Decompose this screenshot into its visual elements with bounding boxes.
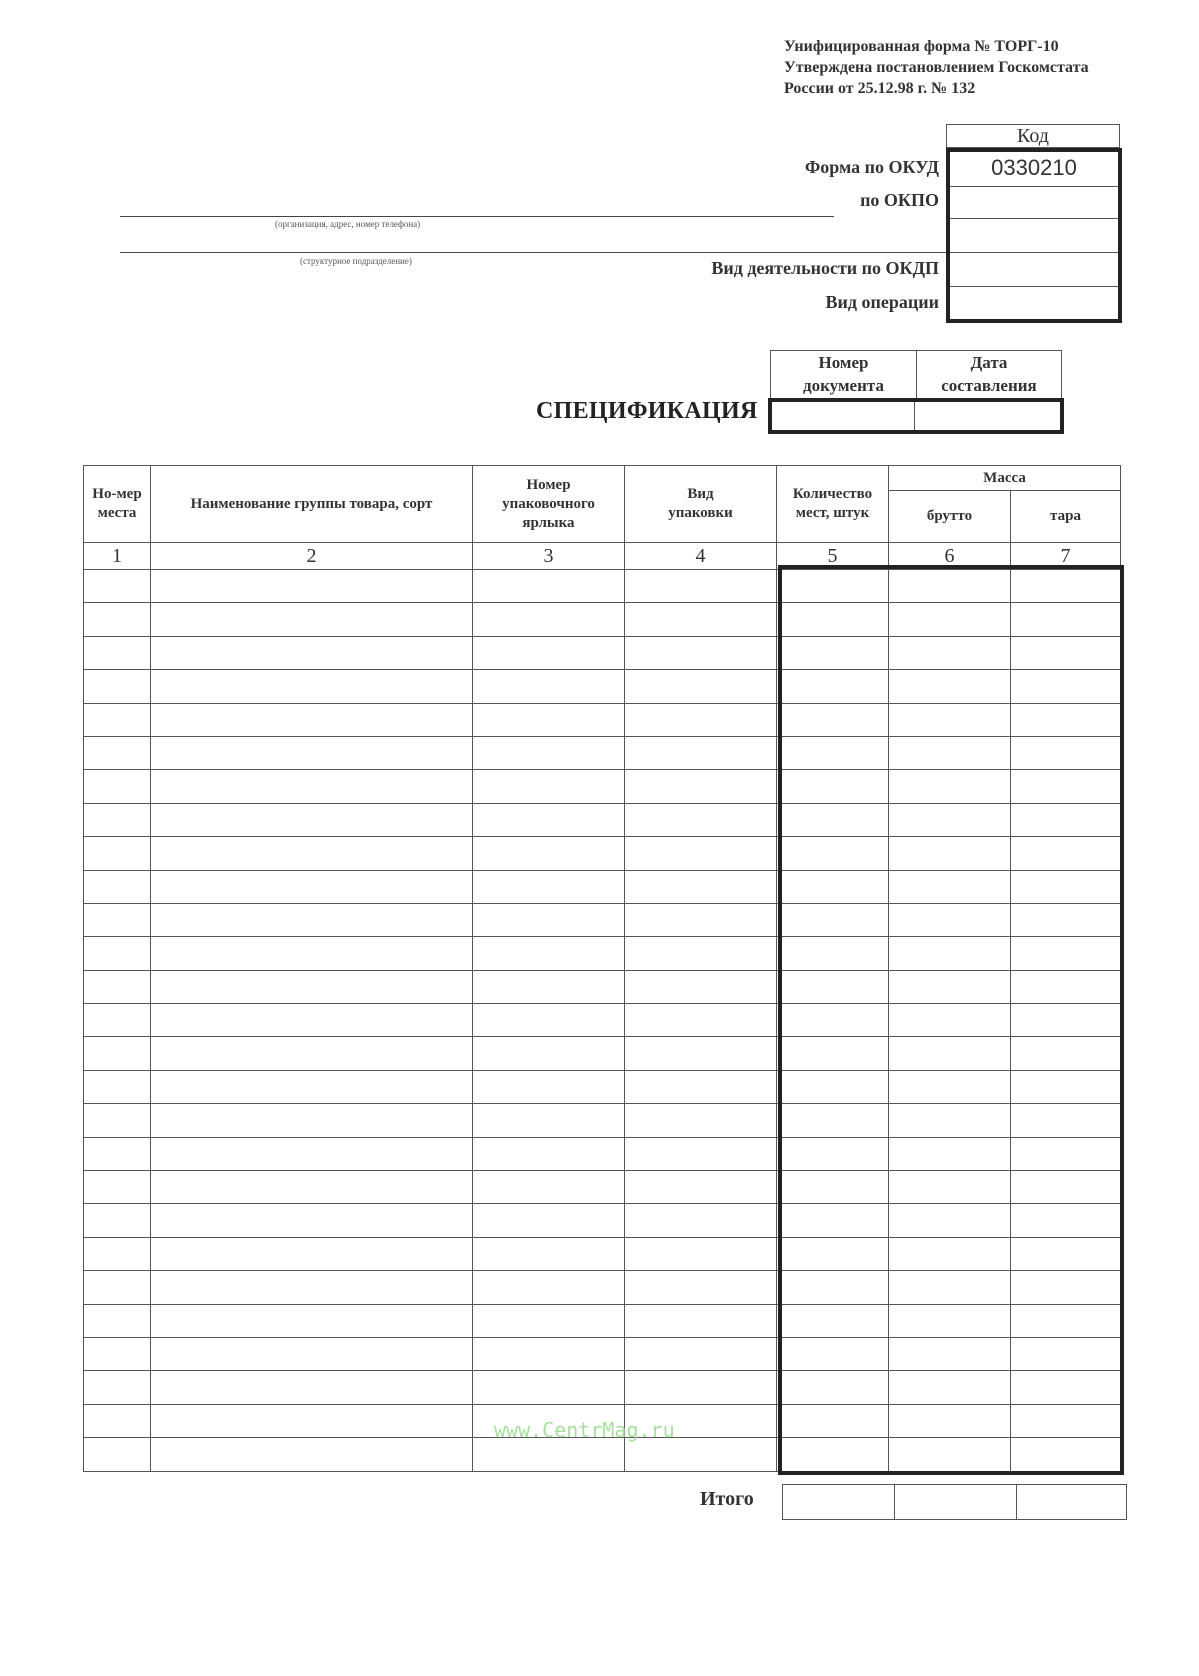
table-cell[interactable] <box>473 570 625 603</box>
table-cell[interactable] <box>151 1337 473 1370</box>
goods-group-header: Наименование группы товара, сорт <box>151 466 473 543</box>
table-row <box>84 1037 1121 1070</box>
table-cell[interactable] <box>1011 736 1121 769</box>
codes-divider-3 <box>950 252 1118 253</box>
table-cell[interactable] <box>1011 703 1121 736</box>
table-cell[interactable] <box>777 1037 889 1070</box>
table-cell[interactable] <box>777 1404 889 1437</box>
table-cell[interactable] <box>84 770 151 803</box>
total-label: Итого <box>700 1488 754 1510</box>
table-cell[interactable] <box>625 670 777 703</box>
table-cell[interactable] <box>777 1171 889 1204</box>
table-cell[interactable] <box>473 770 625 803</box>
column-number: 6 <box>889 543 1011 570</box>
table-cell[interactable] <box>777 770 889 803</box>
table-cell[interactable] <box>1011 870 1121 903</box>
table-cell[interactable] <box>473 870 625 903</box>
specification-table <box>83 465 1121 1472</box>
table-cell[interactable] <box>889 870 1011 903</box>
table-cell[interactable] <box>473 1438 625 1471</box>
table-cell[interactable] <box>777 870 889 903</box>
table-cell[interactable] <box>889 670 1011 703</box>
table-row <box>84 1104 1121 1137</box>
table-cell[interactable] <box>151 736 473 769</box>
department-line[interactable] <box>120 252 946 253</box>
codes-divider-4 <box>950 286 1118 287</box>
table-cell[interactable] <box>84 937 151 970</box>
table-cell[interactable] <box>777 570 889 603</box>
table-cell[interactable] <box>473 1171 625 1204</box>
table-cell[interactable] <box>889 736 1011 769</box>
table-row <box>84 1371 1121 1404</box>
table-cell[interactable] <box>777 803 889 836</box>
table-cell[interactable] <box>625 970 777 1003</box>
doc-date-header: Дата составления <box>941 353 1037 395</box>
table-cell[interactable] <box>151 870 473 903</box>
table-cell[interactable] <box>1011 1104 1121 1137</box>
table-row <box>84 1137 1121 1170</box>
table-cell[interactable] <box>1011 1271 1121 1304</box>
table-row <box>84 636 1121 669</box>
places-count-header: Количество мест, штук <box>777 466 889 543</box>
table-row <box>84 1171 1121 1204</box>
table-row <box>84 1204 1121 1237</box>
table-cell[interactable] <box>777 1204 889 1237</box>
table-cell[interactable] <box>151 970 473 1003</box>
table-row <box>84 970 1121 1003</box>
table-cell[interactable] <box>625 1271 777 1304</box>
table-cell[interactable] <box>473 1237 625 1270</box>
table-row <box>84 1337 1121 1370</box>
column-number: 7 <box>1011 543 1121 570</box>
codes-divider-1 <box>950 186 1118 187</box>
table-cell[interactable] <box>889 1404 1011 1437</box>
table-cell[interactable] <box>777 1104 889 1137</box>
table-cell[interactable] <box>625 1204 777 1237</box>
table-cell[interactable] <box>777 1271 889 1304</box>
table-cell[interactable] <box>1011 1137 1121 1170</box>
organization-caption: (организация, адрес, номер телефона) <box>275 219 421 229</box>
table-cell[interactable] <box>777 670 889 703</box>
table-cell[interactable] <box>473 1004 625 1037</box>
table-cell[interactable] <box>889 970 1011 1003</box>
place-number-header: Но-мер места <box>84 466 151 543</box>
table-cell[interactable] <box>473 636 625 669</box>
table-cell[interactable] <box>1011 670 1121 703</box>
table-cell[interactable] <box>473 670 625 703</box>
table-cell[interactable] <box>625 736 777 769</box>
table-cell[interactable] <box>151 1304 473 1337</box>
table-cell[interactable] <box>151 1037 473 1070</box>
operation-label: Вид операции <box>825 292 939 312</box>
table-cell[interactable] <box>84 1171 151 1204</box>
column-number: 3 <box>473 543 625 570</box>
table-row <box>84 770 1121 803</box>
table-cell[interactable] <box>889 1070 1011 1103</box>
table-cell[interactable] <box>1011 1404 1121 1437</box>
table-cell[interactable] <box>1011 1237 1121 1270</box>
table-cell[interactable] <box>889 570 1011 603</box>
table-cell[interactable] <box>473 736 625 769</box>
table-cell[interactable] <box>473 1204 625 1237</box>
table-cell[interactable] <box>889 1271 1011 1304</box>
table-row <box>84 837 1121 870</box>
code-header-cell <box>946 124 1120 148</box>
table-cell[interactable] <box>777 736 889 769</box>
table-cell[interactable] <box>473 937 625 970</box>
table-cell[interactable] <box>625 1438 777 1471</box>
table-cell[interactable] <box>777 1371 889 1404</box>
table-row <box>84 736 1121 769</box>
table-cell[interactable] <box>151 1204 473 1237</box>
table-cell[interactable] <box>777 1438 889 1471</box>
table-cell[interactable] <box>84 1271 151 1304</box>
doc-number-header: Номер документа <box>803 353 884 395</box>
table-cell[interactable] <box>151 1438 473 1471</box>
table-cell[interactable] <box>151 1237 473 1270</box>
table-cell[interactable] <box>889 1237 1011 1270</box>
table-cell[interactable] <box>625 1037 777 1070</box>
table-cell[interactable] <box>473 1371 625 1404</box>
table-cell[interactable] <box>473 703 625 736</box>
table-cell[interactable] <box>84 1137 151 1170</box>
table-cell[interactable] <box>625 837 777 870</box>
table-cell[interactable] <box>473 1137 625 1170</box>
table-cell[interactable] <box>151 703 473 736</box>
table-row <box>84 937 1121 970</box>
table-cell[interactable] <box>777 970 889 1003</box>
table-cell[interactable] <box>1011 1004 1121 1037</box>
table-cell[interactable] <box>777 1237 889 1270</box>
table-cell[interactable] <box>473 903 625 936</box>
table-cell[interactable] <box>889 1104 1011 1137</box>
table-cell[interactable] <box>889 1137 1011 1170</box>
table-cell[interactable] <box>1011 1371 1121 1404</box>
codes-divider-2 <box>950 218 1118 219</box>
total-tare-cell[interactable] <box>1017 1485 1127 1520</box>
table-cell[interactable] <box>84 1304 151 1337</box>
table-cell[interactable] <box>1011 1037 1121 1070</box>
okud-value: 0330210 <box>991 155 1077 180</box>
table-cell[interactable] <box>1011 603 1121 636</box>
table-cell[interactable] <box>777 903 889 936</box>
doc-number-input[interactable] <box>772 402 914 430</box>
code-header: Код <box>1017 125 1049 147</box>
table-cell[interactable] <box>889 1304 1011 1337</box>
table-row <box>84 903 1121 936</box>
table-cell[interactable] <box>625 870 777 903</box>
table-cell[interactable] <box>625 1004 777 1037</box>
table-cell[interactable] <box>777 1137 889 1170</box>
table-cell[interactable] <box>84 1371 151 1404</box>
doc-date-header-cell <box>916 350 1062 400</box>
table-row <box>84 1304 1121 1337</box>
organization-line[interactable] <box>120 216 834 217</box>
okpo-label: по ОКПО <box>860 190 939 210</box>
table-cell[interactable] <box>625 1237 777 1270</box>
column-number: 4 <box>625 543 777 570</box>
column-number-row <box>84 543 1121 570</box>
table-cell[interactable] <box>84 1070 151 1103</box>
table-row <box>84 670 1121 703</box>
table-cell[interactable] <box>84 837 151 870</box>
table-row <box>84 570 1121 603</box>
table-cell[interactable] <box>151 770 473 803</box>
table-cell[interactable] <box>1011 770 1121 803</box>
table-cell[interactable] <box>777 1304 889 1337</box>
table-cell[interactable] <box>889 703 1011 736</box>
mass-header: Масса <box>889 466 1121 491</box>
table-cell[interactable] <box>84 1104 151 1137</box>
table-cell[interactable] <box>1011 1438 1121 1471</box>
table-cell[interactable] <box>473 837 625 870</box>
table-cell[interactable] <box>84 670 151 703</box>
table-cell[interactable] <box>625 703 777 736</box>
table-cell[interactable] <box>473 1037 625 1070</box>
table-cell[interactable] <box>889 1371 1011 1404</box>
form-approval-line-3: России от 25.12.98 г. № 132 <box>784 80 976 97</box>
table-cell[interactable] <box>84 736 151 769</box>
table-row <box>84 1004 1121 1037</box>
table-cell[interactable] <box>473 1304 625 1337</box>
table-cell[interactable] <box>625 1371 777 1404</box>
gross-header: брутто <box>889 491 1011 543</box>
table-cell[interactable] <box>889 1204 1011 1237</box>
table-cell[interactable] <box>151 837 473 870</box>
table-cell[interactable] <box>625 1337 777 1370</box>
form-approval-note <box>784 36 1089 99</box>
table-cell[interactable] <box>84 970 151 1003</box>
table-cell[interactable] <box>84 1204 151 1237</box>
table-row <box>84 703 1121 736</box>
table-cell[interactable] <box>151 903 473 936</box>
table-cell[interactable] <box>151 1171 473 1204</box>
table-cell[interactable] <box>777 1070 889 1103</box>
table-cell[interactable] <box>1011 937 1121 970</box>
table-cell[interactable] <box>473 1271 625 1304</box>
table-cell[interactable] <box>889 636 1011 669</box>
table-cell[interactable] <box>625 1171 777 1204</box>
table-cell[interactable] <box>777 837 889 870</box>
table-cell[interactable] <box>473 603 625 636</box>
table-cell[interactable] <box>1011 803 1121 836</box>
table-row <box>84 1237 1121 1270</box>
table-cell[interactable] <box>889 937 1011 970</box>
table-cell[interactable] <box>151 1137 473 1170</box>
column-number: 1 <box>84 543 151 570</box>
table-cell[interactable] <box>777 603 889 636</box>
table-cell[interactable] <box>625 1070 777 1103</box>
table-cell[interactable] <box>1011 570 1121 603</box>
table-cell[interactable] <box>473 970 625 1003</box>
package-type-header: Вид упаковки <box>625 466 777 543</box>
table-cell[interactable] <box>84 636 151 669</box>
table-cell[interactable] <box>625 937 777 970</box>
table-cell[interactable] <box>84 1438 151 1471</box>
table-row <box>84 870 1121 903</box>
watermark: www.CentrMag.ru <box>494 1418 675 1442</box>
table-cell[interactable] <box>151 1004 473 1037</box>
total-gross-cell[interactable] <box>895 1485 1017 1520</box>
table-cell[interactable] <box>889 1171 1011 1204</box>
table-cell[interactable] <box>84 803 151 836</box>
table-cell[interactable] <box>151 1404 473 1437</box>
table-cell[interactable] <box>84 903 151 936</box>
table-cell[interactable] <box>151 570 473 603</box>
column-number: 2 <box>151 543 473 570</box>
table-cell[interactable] <box>777 1337 889 1370</box>
document-title: СПЕЦИФИКАЦИЯ <box>536 398 758 424</box>
table-cell[interactable] <box>473 803 625 836</box>
table-cell[interactable] <box>1011 1171 1121 1204</box>
table-cell[interactable] <box>84 1004 151 1037</box>
table-cell[interactable] <box>151 603 473 636</box>
table-cell[interactable] <box>151 636 473 669</box>
table-cell[interactable] <box>625 903 777 936</box>
table-cell[interactable] <box>151 803 473 836</box>
okud-value-cell[interactable] <box>950 152 1118 186</box>
form-approval-line-1: Унифицированная форма № ТОРГ-10 <box>784 38 1059 55</box>
table-cell[interactable] <box>84 603 151 636</box>
table-cell[interactable] <box>777 636 889 669</box>
table-cell[interactable] <box>1011 636 1121 669</box>
table-row <box>84 603 1121 636</box>
table-cell[interactable] <box>151 937 473 970</box>
tare-header: тара <box>1011 491 1121 543</box>
table-cell[interactable] <box>777 703 889 736</box>
table-cell[interactable] <box>84 1037 151 1070</box>
doc-date-input[interactable] <box>915 402 1060 430</box>
column-number: 5 <box>777 543 889 570</box>
table-cell[interactable] <box>151 670 473 703</box>
table-cell[interactable] <box>889 903 1011 936</box>
table-cell[interactable] <box>1011 837 1121 870</box>
okdp-label: Вид деятельности по ОКДП <box>711 258 939 278</box>
form-approval-line-2: Утверждена постановлением Госкомстата <box>784 59 1089 76</box>
table-cell[interactable] <box>889 1337 1011 1370</box>
table-cell[interactable] <box>625 1304 777 1337</box>
table-cell[interactable] <box>151 1371 473 1404</box>
table-cell[interactable] <box>889 1004 1011 1037</box>
table-cell[interactable] <box>1011 1070 1121 1103</box>
table-cell[interactable] <box>625 1104 777 1137</box>
table-cell[interactable] <box>84 1337 151 1370</box>
table-row <box>84 1271 1121 1304</box>
table-cell[interactable] <box>1011 1204 1121 1237</box>
table-cell[interactable] <box>1011 903 1121 936</box>
table-cell[interactable] <box>889 770 1011 803</box>
table-cell[interactable] <box>84 1237 151 1270</box>
department-caption: (структурное подразделение) <box>300 256 412 266</box>
total-places-cell[interactable] <box>783 1485 895 1520</box>
table-cell[interactable] <box>151 1104 473 1137</box>
table-cell[interactable] <box>151 1271 473 1304</box>
table-cell[interactable] <box>625 770 777 803</box>
table-cell[interactable] <box>625 636 777 669</box>
table-cell[interactable] <box>889 1037 1011 1070</box>
table-row <box>84 803 1121 836</box>
table-cell[interactable] <box>1011 1337 1121 1370</box>
table-cell[interactable] <box>473 1104 625 1137</box>
table-cell[interactable] <box>625 570 777 603</box>
table-cell[interactable] <box>625 603 777 636</box>
totals-table <box>782 1484 1127 1520</box>
table-cell[interactable] <box>84 570 151 603</box>
table-cell[interactable] <box>889 603 1011 636</box>
okud-label: Форма по ОКУД <box>804 157 939 177</box>
label-number-header: Номер упаковочного ярлыка <box>473 466 625 543</box>
table-cell[interactable] <box>473 1070 625 1103</box>
table-cell[interactable] <box>889 1438 1011 1471</box>
table-row <box>84 1070 1121 1103</box>
table-cell[interactable] <box>625 1137 777 1170</box>
table-cell[interactable] <box>1011 970 1121 1003</box>
doc-number-header-cell <box>770 350 917 400</box>
table-cell[interactable] <box>84 1404 151 1437</box>
table-cell[interactable] <box>473 1337 625 1370</box>
table-cell[interactable] <box>84 703 151 736</box>
table-cell[interactable] <box>151 1070 473 1103</box>
table-cell[interactable] <box>889 837 1011 870</box>
table-row <box>84 1438 1121 1471</box>
table-cell[interactable] <box>777 937 889 970</box>
table-cell[interactable] <box>625 803 777 836</box>
table-cell[interactable] <box>1011 1304 1121 1337</box>
table-cell[interactable] <box>84 870 151 903</box>
table-cell[interactable] <box>777 1004 889 1037</box>
table-cell[interactable] <box>889 803 1011 836</box>
